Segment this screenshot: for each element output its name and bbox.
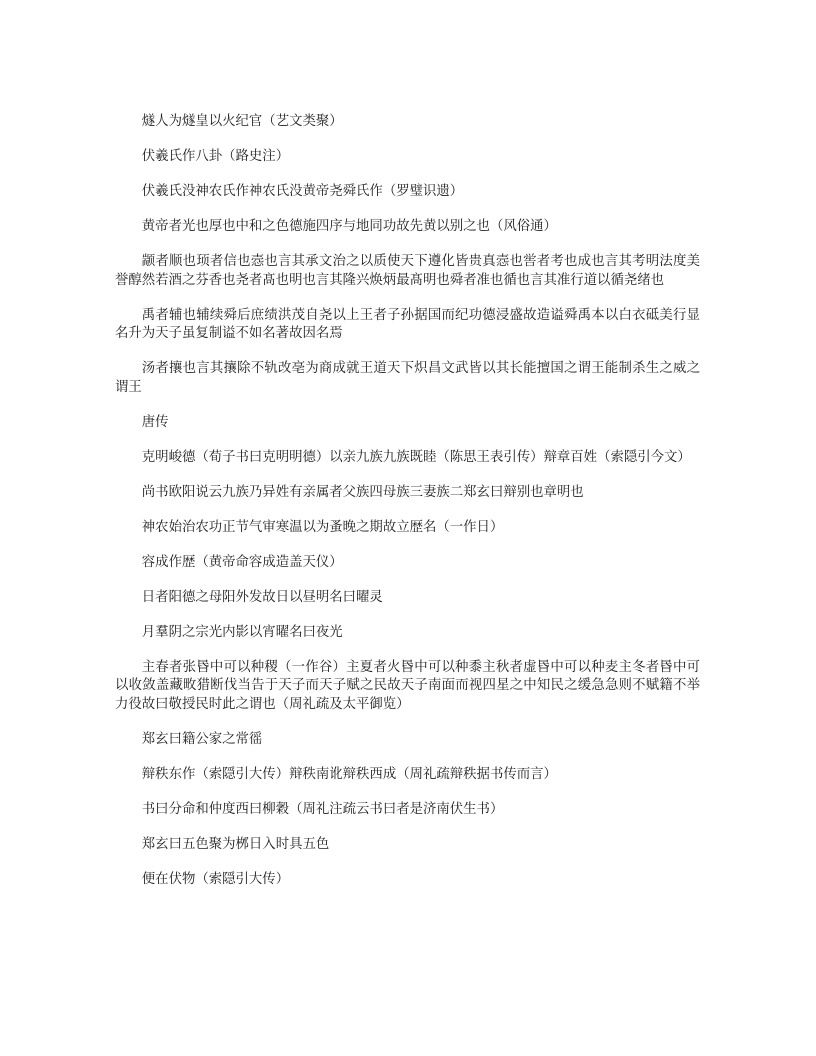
paragraph-14: 月羣阴之宗光内影以宵曜名曰夜光 bbox=[141, 624, 343, 640]
paragraph-13: 日者阳德之母阳外发故日以昼明名曰曜灵 bbox=[141, 589, 383, 605]
paragraph-2: 伏羲氏作八卦（路史注） bbox=[141, 149, 290, 164]
paragraph-10: 尚书欧阳说云九族乃异姓有亲属者父族四母族三妻族二郑玄曰辩别也章明也 bbox=[141, 484, 584, 500]
paragraph-16: 郑玄曰籍公家之常徭 bbox=[141, 731, 263, 747]
paragraph-6: 禹者辅也辅续舜后庶绩洪茂自尧以上王者子孙据国而纪功德浸盛故造谥舜禹本以白衣砥美行显名升为天子虽复制谥不如名著故因名焉 bbox=[115, 307, 700, 341]
document-body bbox=[115, 113, 700, 906]
paragraph-19: 郑玄曰五色聚为桞日入时具五色 bbox=[141, 836, 330, 852]
paragraph-17: 辩秩东作（索隠引大传）辩秩南讹辩秩西成（周礼疏辩秩据书传而言） bbox=[141, 766, 557, 782]
paragraph-9: 克明峻德（荀子书曰克明明德）以亲九族九族既睦（陈思王表引传）辩章百姓（索隠引今文） bbox=[141, 449, 691, 465]
paragraph-18: 书曰分命和仲度西曰柳穀（周礼注疏云书曰者是济南伏生书） bbox=[141, 801, 504, 817]
paragraph-12: 容成作歴（黄帝命容成造盖天仪） bbox=[141, 554, 343, 570]
paragraph-11: 神农始治农功正节气审寒温以为蚤晚之期故立歴名（一作日） bbox=[141, 519, 504, 535]
paragraph-20: 便在伏物（索隠引大传） bbox=[141, 871, 290, 887]
paragraph-7: 汤者攘也言其攘除不轨改亳为商成就王道天下炽昌文武皆以其长能擅国之谓王能制杀生之威之谓王 bbox=[115, 361, 700, 395]
paragraph-4: 黄帝者光也厚也中和之色德施四序与地同功故先黄以别之也（风俗通） bbox=[141, 219, 557, 234]
section-heading: 唐传 bbox=[141, 414, 169, 430]
paragraph-15: 主春者张昬中可以种稷（一作谷）主夏者火昬中可以种黍主秋者虚昬中可以种麦主冬者昬中可以收敛盖藏畋猎断伐当告于天子而天子赋之民故天子南面而视四星之中知民之缓急急则不赋籍不举力役故曰敬授民时此之谓也（周礼疏及太平御览） bbox=[115, 659, 700, 712]
paragraph-1: 燧人为燧皇以火纪官（艺文类聚） bbox=[141, 114, 343, 129]
paragraph-5: 颛者顺也顼者信也悫也言其承文治之以质使天下遵化皆贵真悫也喾者考也成也言其考明法度美誉醇然若酒之芬香也尧者髙也明也言其隆兴焕炳最髙明也舜者准也循也言其准行道以循尧绪也 bbox=[115, 254, 700, 288]
paragraph-3: 伏羲氏没神农氏作神农氏没黄帝尧舜氏作（罗璧识遗） bbox=[141, 184, 464, 199]
